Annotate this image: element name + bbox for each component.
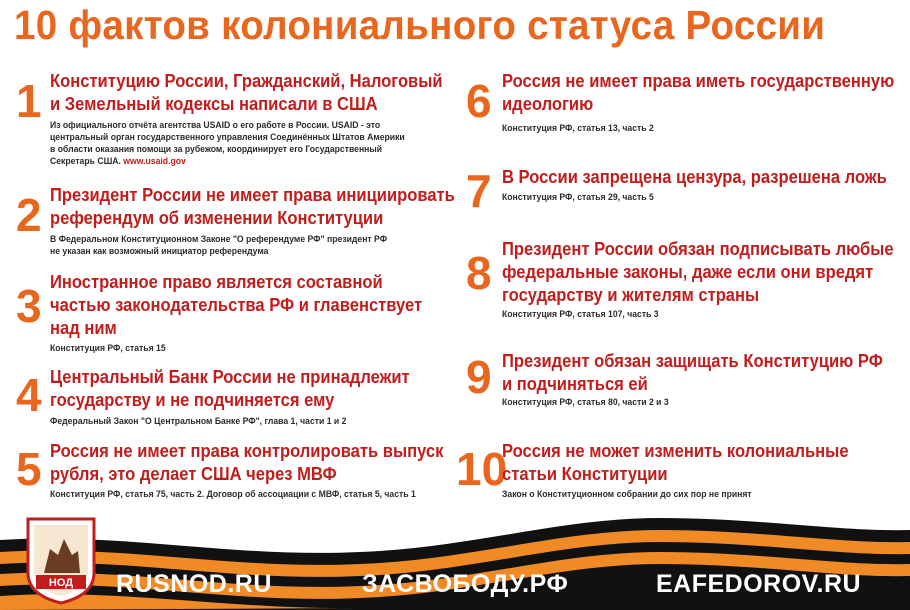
- fact-heading: Президент России обязан подписывать любые федеральные законы, даже если они вредят государству и жителям страны: [502, 239, 894, 305]
- usaid-link[interactable]: www.usaid.gov: [123, 156, 186, 167]
- fact-heading: В России запрещена цензура, разрешена ложь: [502, 167, 887, 187]
- fact-source: Закон о Конституционном собрании до сих пор не принят: [502, 489, 752, 500]
- fact-source: Конституция РФ, статья 29, часть 5: [502, 192, 654, 203]
- fact-number: 4: [16, 369, 42, 421]
- fact-number: 9: [466, 351, 492, 403]
- fact-heading: Россия не имеет права контролировать выпуск рубля, это делает США через МВФ: [50, 441, 444, 484]
- nod-logo: [20, 515, 102, 605]
- fact-source: Конституция РФ, статья 75, часть 2. Договор об ассоциации с МВФ, статья 5, часть 1: [50, 489, 416, 500]
- fact-heading: Центральный Банк России не принадлежит государству и не подчиняется ему: [50, 367, 410, 410]
- fact-number: 5: [16, 443, 42, 495]
- fact-heading: Президент обязан защищать Конституцию РФ и подчиняться ей: [502, 351, 883, 394]
- fact-source: Конституция РФ, статья 80, части 2 и 3: [502, 397, 669, 408]
- fact-number: 8: [466, 247, 492, 299]
- fact-6: [466, 70, 906, 140]
- fact-7: [466, 166, 906, 216]
- fact-number: 6: [466, 75, 492, 127]
- fact-8: [466, 238, 906, 328]
- fact-source: Конституция РФ, статья 107, часть 3: [502, 309, 659, 320]
- fact-source: Из официального отчёта агентства USAID о его работе в России. USAID - это центральный орган государственного управления Соединённых Штатов Америки в области оказания помощи за рубежом, координирует его Государственный Секретарь США. www.usaid.gov: [50, 120, 405, 167]
- fact-heading: Россия не имеет права иметь государственную идеологию: [502, 71, 895, 114]
- fact-source: Конституция РФ, статья 13, часть 2: [502, 123, 654, 134]
- fact-4: [16, 366, 456, 436]
- logo-text: НОД: [48, 577, 74, 589]
- fact-1: [16, 70, 456, 180]
- site-link-zasvobodu[interactable]: ЗАСВОБОДУ.РФ: [362, 570, 569, 598]
- fact-3: [16, 271, 456, 361]
- page-title: 10 фактов колониального статуса России: [14, 2, 826, 48]
- fact-heading: Президент России не имеет права инициировать референдум об изменении Конституции: [50, 185, 455, 228]
- fact-heading: Россия не может изменить колониальные статьи Конституции: [502, 441, 849, 484]
- fact-9: [466, 350, 906, 420]
- fact-source: Конституция РФ, статья 15: [50, 343, 166, 354]
- fact-heading: Иностранное право является составной частью законодательства РФ и главенствует над ним: [50, 272, 423, 338]
- fact-source: В Федеральном Конституционном Законе "О референдуме РФ" президент РФ не указан как возможный инициатор референдума: [50, 234, 388, 257]
- site-link-eafedorov[interactable]: EAFEDOROV.RU: [656, 570, 862, 598]
- fact-number: 3: [16, 280, 42, 332]
- fact-number: 10: [456, 443, 508, 495]
- fact-number: 7: [466, 165, 492, 217]
- site-link-rusnod[interactable]: RUSNOD.RU: [116, 570, 272, 598]
- fact-source: Федеральный Закон "О Центральном Банке РФ", глава 1, части 1 и 2: [50, 416, 347, 427]
- fact-heading: Конституцию России, Гражданский, Налоговый и Земельный кодексы написали в США: [50, 71, 443, 114]
- fact-number: 1: [16, 75, 42, 127]
- fact-2: [16, 184, 456, 264]
- fact-number: 2: [16, 189, 42, 241]
